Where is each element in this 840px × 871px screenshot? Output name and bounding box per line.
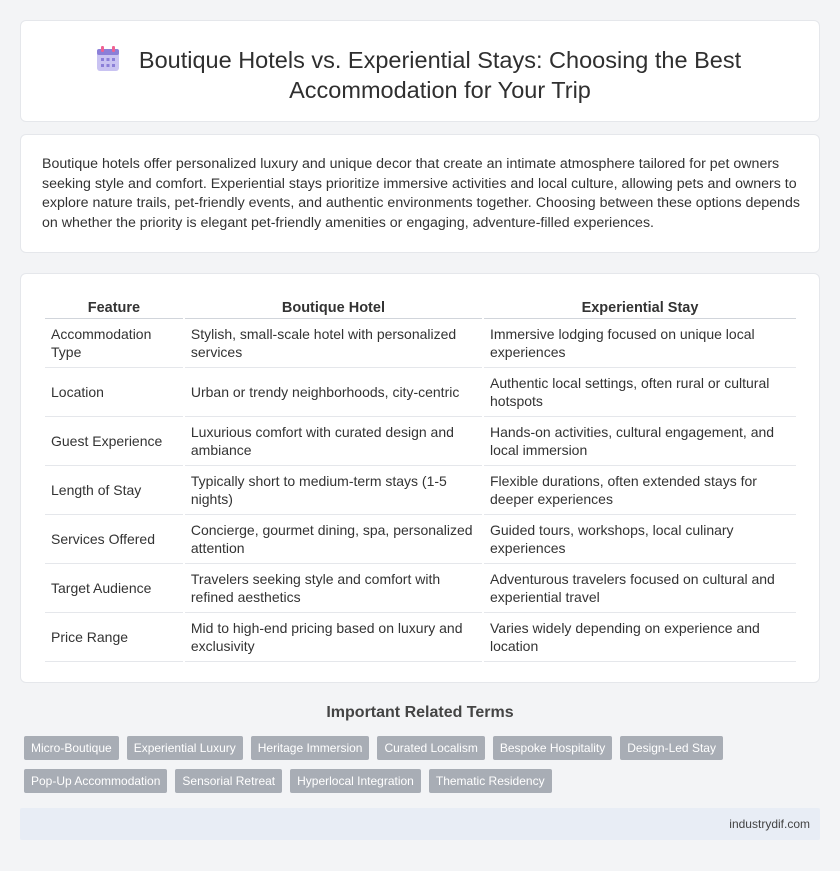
- experiential-cell: Varies widely depending on experience and location: [484, 613, 796, 662]
- header-experiential-stay: Experiential Stay: [484, 295, 796, 319]
- related-term-tag[interactable]: Design-Led Stay: [620, 736, 723, 760]
- page-title: Boutique Hotels vs. Experiential Stays: Choosing the Best Accommodation for Your Trip: [138, 47, 742, 103]
- table-header-row: [45, 295, 796, 319]
- related-terms-list: [24, 736, 784, 793]
- header-boutique-hotel: Boutique Hotel: [185, 295, 482, 319]
- boutique-cell: Typically short to medium-term stays (1-5 nights): [185, 466, 482, 515]
- boutique-cell: Mid to high-end pricing based on luxury and exclusivity: [185, 613, 482, 662]
- title-card: [20, 20, 820, 122]
- header-feature: Feature: [45, 295, 183, 319]
- footer: [20, 808, 820, 840]
- boutique-cell: Luxurious comfort with curated design and ambiance: [185, 417, 482, 466]
- related-term-tag[interactable]: Pop-Up Accommodation: [24, 769, 167, 793]
- comparison-card: [20, 273, 820, 683]
- feature-cell: Services Offered: [45, 515, 183, 564]
- related-term-tag[interactable]: Micro-Boutique: [24, 736, 119, 760]
- feature-cell: Location: [45, 368, 183, 417]
- footer-site-link[interactable]: industrydif.com: [729, 817, 810, 831]
- boutique-cell: Stylish, small-scale hotel with personalized services: [185, 319, 482, 368]
- feature-cell: Accommodation Type: [45, 319, 183, 368]
- table-row: [45, 564, 796, 613]
- feature-cell: Price Range: [45, 613, 183, 662]
- related-term-tag[interactable]: Thematic Residency: [429, 769, 552, 793]
- experiential-cell: Authentic local settings, often rural or cultural hotspots: [484, 368, 796, 417]
- intro-paragraph: Boutique hotels offer personalized luxury and unique decor that create an intimate atmosphere tailored for pet owners seeking style and comfort. Experiential stays prioritize immersive activities and local culture, allowing pets and owners to explore nature trails, pet-friendly events, and authentic environments together. Choosing between these options depends on whether the priority is elegant pet-friendly amenities or engaging, adventure-filled experiences.: [42, 156, 800, 231]
- feature-cell: Guest Experience: [45, 417, 183, 466]
- related-term-tag[interactable]: Hyperlocal Integration: [290, 769, 421, 793]
- related-term-tag[interactable]: Curated Localism: [377, 736, 484, 760]
- table-row: [45, 368, 796, 417]
- table-row: [45, 319, 796, 368]
- related-term-tag[interactable]: Heritage Immersion: [251, 736, 370, 760]
- experiential-cell: Flexible durations, often extended stays for deeper experiences: [484, 466, 796, 515]
- related-terms-heading: Important Related Terms: [326, 704, 514, 721]
- boutique-cell: Travelers seeking style and comfort with refined aesthetics: [185, 564, 482, 613]
- related-term-tag[interactable]: Sensorial Retreat: [175, 769, 282, 793]
- related-term-tag[interactable]: Experiential Luxury: [127, 736, 243, 760]
- table-row: [45, 613, 796, 662]
- table-row: [45, 515, 796, 564]
- experiential-cell: Guided tours, workshops, local culinary experiences: [484, 515, 796, 564]
- table-row: [45, 417, 796, 466]
- table-row: [45, 466, 796, 515]
- related-term-tag[interactable]: Bespoke Hospitality: [493, 736, 612, 760]
- feature-cell: Length of Stay: [45, 466, 183, 515]
- feature-cell: Target Audience: [45, 564, 183, 613]
- boutique-cell: Urban or trendy neighborhoods, city-centric: [185, 368, 482, 417]
- experiential-cell: Adventurous travelers focused on cultural and experiential travel: [484, 564, 796, 613]
- experiential-cell: Immersive lodging focused on unique local experiences: [484, 319, 796, 368]
- comparison-table: [43, 295, 798, 662]
- intro-card: [20, 134, 820, 253]
- experiential-cell: Hands-on activities, cultural engagement, and local immersion: [484, 417, 796, 466]
- boutique-cell: Concierge, gourmet dining, spa, personalized attention: [185, 515, 482, 564]
